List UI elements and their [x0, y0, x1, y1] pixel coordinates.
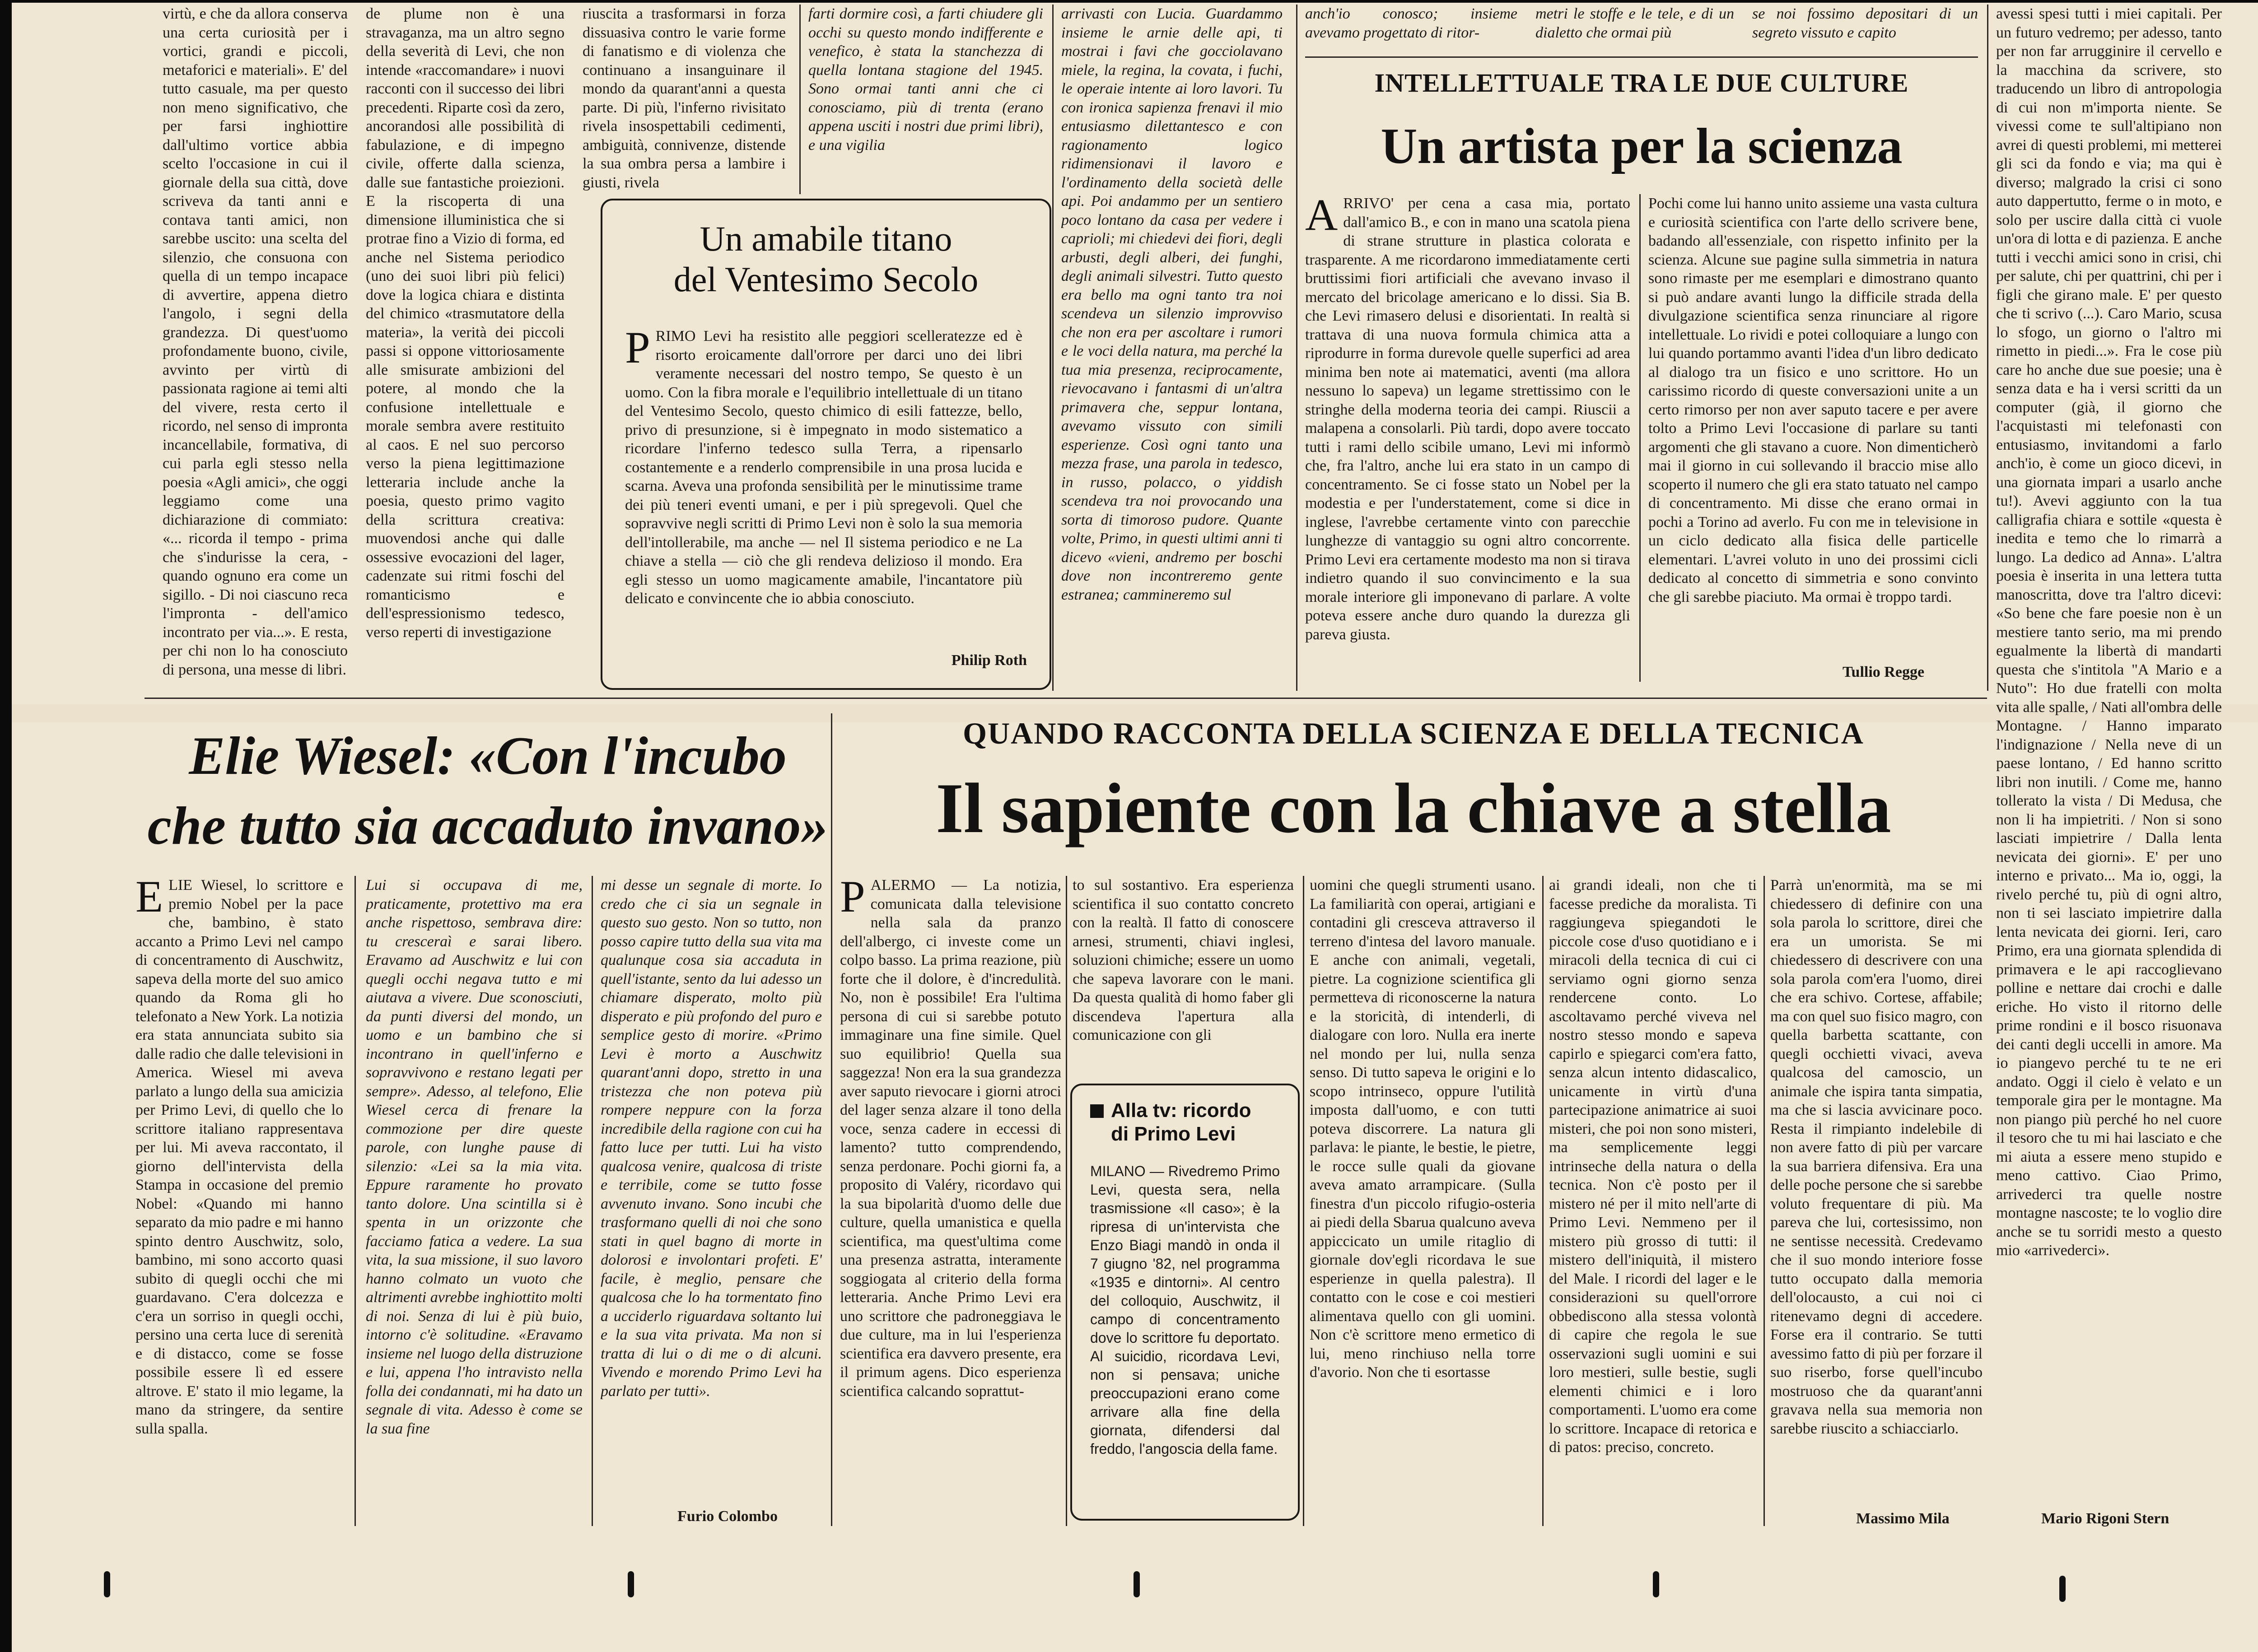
mila-dropcap: P	[840, 876, 865, 921]
article-column-2: de plume non è una stravaganza, ma un altro segno della severità di Levi, che non intende «raccomandare» i nuovi racconti con il successo dei libri precedenti. Riparte così da zero, ancorandosi alle possibilità di fabulazione, e di impegno civile, offerte dalla scienza, dalle sue fantastiche proiezioni. E la riscoperta di una dimensione illuministica che si protrae fino a Vizio di forma, ed anche nel Sistema periodico (uno dei suoi libri più felici) dove la logica chiara e distinta del chimico «trasmutatore della materia», la verità dei piccoli passi si oppone vittoriosamente alle smisurate ambizioni del potere, al mondo che la confusione intellettuale e morale sembra avere restituito al caos. E nel suo percorso verso la piena legittimazione letteraria include anche la poesia, questo primo vagito della scrittura creativa: muovendosi anche qui dalle ossessive evocazioni del lager, cadenzate sui ritmi foschi del romanticismo e dell'espressionismo tedesco, verso reperti di investigazione	[366, 5, 564, 641]
section-rule	[1305, 56, 1978, 58]
wiesel-title-1: Elie Wiesel: «Con l'incubo	[189, 726, 787, 786]
roth-title-2: del Ventesimo Secolo	[673, 260, 979, 299]
wiesel-dropcap: E	[135, 876, 163, 921]
rigoni-signature: Mario Rigoni Stern	[2041, 1510, 2169, 1527]
binding-hole	[1653, 1571, 1659, 1597]
column-rule	[1542, 876, 1544, 1526]
column-rule	[592, 876, 593, 1526]
column-rule	[1296, 5, 1297, 691]
mila-col-2: to sul sostantivo. Era esperienza scientifica il suo contatto concreto con la realtà. Il fatto di conoscere arnesi, strumenti, chiavi inglesi, soluzioni chimiche; essere un uomo che sapeva lavorare con le mani. Da questa qualità di homo faber gli discendeva l'apertura alla comunicazione con gli	[1073, 877, 1294, 1043]
regge-dropcap: A	[1305, 194, 1338, 240]
scan-edge-left	[0, 0, 12, 1652]
column-rule	[1987, 5, 1988, 691]
roth-dropcap: P	[625, 327, 650, 372]
scan-edge-top	[0, 0, 2258, 3]
binding-margin	[0, 1562, 2258, 1652]
mila-col-4: ai grandi ideali, non che ti facesse prediche da moralista. Ti raggiungeva spiegandoti le piccole cose d'uso quotidiano e i miracoli della tecnica di cui ci serviamo ogni giorno senza rendercene conto. Lo ascoltavamo perché viveva nel nostro stesso mondo e sapeva capirlo e spiegarci com'era fatto, senza alcun intento didascalico, unicamente in virtù d'una partecipazione animatrice ai suoi misteri, che poi non sono misteri, ma semplicemente leggi intrinseche della natura o della tecnica. Non c'è posto per il mistero né per il mito nell'arte di Primo Levi. Nemmeno per il mistero più grosso di tutti: il mistero dell'iniquità, il mistero del Male. I ricordi del lager e le considerazioni su quell'orrore obbediscono alla stessa volontà di capire che regola le sue osservazioni sugli uomini e sui loro mestieri, sulle bestie, sugli elementi chimici e i loro comportamenti. L'uomo era come lo scrittore. Incapace di retorica e di patos: preciso, concreto.	[1549, 877, 1757, 1456]
mila-kicker: QUANDO RACCONTA DELLA SCIENZA E DELLA TECNICA	[963, 716, 1864, 750]
wiesel-col-2: Lui si occupava di me, praticamente, protettivo ma era anche rispettoso, sembrava dire: tu cresceraì e sarai libero. Eravamo ad Auschwitz e lui con quegli occhi negava tutto e mi aiutava a vivere. Due sconosciuti, da punti diversi del mondo, un uomo e un bambino che si incontrano in quell'inferno e sopravvivono e restano legati per sempre». Adesso, al telefono, Elie Wiesel cerca di frenare la commozione per dire queste parole, con lunghe pause di silenzio: «Lei sa la mia vita. Eppure raramente ho provato tanto dolore. Una scintilla si è spenta in un orizzonte che facciamo fatica a vedere. La sua vita, la sua missione, il suo lavoro hanno colmato un vuoto che altrimenti avrebbe inghiottito molti di noi. Senza di lui è più buio, intorno c'è solitudine. «Eravamo insieme nel luogo della distruzione e lui, appena l'ho intravisto nella folla dei condannati, mi ha dato un segnale di vita. Adesso è come se la sua fine	[366, 877, 583, 1437]
column-rule	[1066, 876, 1067, 1526]
roth-title-1: Un amabile titano	[700, 219, 952, 258]
tv-box	[1070, 1084, 1300, 1521]
article-column-4: farti dormire così, a farti chiudere gli occhi su questo mondo indifferente e venefico, è stata la stanchezza di quella lontana stagione del 1945. Sono ormai tanti anni che ci conosciamo, più di trenta (erano appena usciti i nostri due primi libri), e una vigilia	[808, 5, 1043, 154]
binding-hole	[104, 1571, 110, 1597]
column-rule	[1052, 5, 1054, 691]
column-rule	[831, 713, 832, 1526]
regge-kicker: INTELLETTUALE TRA LE DUE CULTURE	[1374, 68, 1909, 98]
article-column-3: riuscita a trasformarsi in forza dissuasiva contro le varie forme di fanatismo e di violenza che continuano a insanguinare il mondo da quarant'anni a questa parte. Di più, l'inferno rivisitato rivela insospettabili cedimenti, ambiguità, connivenze, distende la sua ombra persa a lambire i giusti, rivela	[583, 5, 786, 191]
wiesel-col-1: E LIE Wiesel, lo scrittore e premio Nobel per la pace che, bambino, è stato accanto a Primo Levi nel campo di concentramento di Auschwitz, sapeva della morte del suo amico quando da Roma gli ho telefonato a New York. La notizia era stata annunciata subito sia dalle radio che dalle televisioni in America. Wiesel mi aveva parlato a lungo della sua amicizia per Primo Levi, di quello che lo scrittore italiano rappresentava per lui. Mi aveva raccontato, il giorno dell'intervista della Stampa in occasione del premio Nobel: «Quando mi hanno separato da mio padre e mi hanno spinto dentro Auschwitz, solo, bambino, mi sono accorto quasi subito di quegli occhi che mi guardavano. C'era dolcezza e c'era un sorriso in quegli occhi, persino una certa luce di serenità e di distacco, come se fosse possibile essere lì ed essere altrove. E' stato il mio legame, la mano da stringere, da sentire sulla spalla.	[135, 876, 343, 1437]
roth-box	[601, 199, 1051, 690]
section-rule	[145, 698, 1987, 699]
column-rule	[1639, 194, 1641, 682]
mila-signature: Massimo Mila	[1856, 1510, 1950, 1527]
regge-signature: Tullio Regge	[1843, 664, 1925, 680]
binding-hole	[2059, 1576, 2066, 1602]
article-column-8: se noi fossimo depositari di un segreto vissuto e capito	[1752, 5, 1978, 41]
tv-title: Alla tv: ricordo di Primo Levi	[1090, 1099, 1289, 1146]
binding-hole	[628, 1571, 634, 1597]
article-column-5: arrivasti con Lucia. Guardammo insieme le arnie delle api, ti mostrai i favi che gocciolavano miele, la regina, la covata, i fuchi, le operaie intente ai loro lavori. Tu con ironica sapienza frenavi il mio entusiasmo dilettantesco e con ragionamento logico ridimensionavi il lavoro e l'ordinamento della società delle api. Poi andammo per un sentiero poco lontano da casa per vedere i caprioli; mi chiedevi dei fiori, degli arbusti, degli alberi, dei funghi, degli animali silvestri. Tutto questo era bello ma ogni tanto tra noi scendeva un silenzio improvviso che non era per ascoltare i rumori e le voci della natura, ma perché la tua mia presenza, reciprocamente, rievocavano i fantasmi di un'altra primavera che, seppur lontana, avevamo vissuto con simili esperienze. Così ogni tanto una mezza frase, una parola in tedesco, in russo, polacco, o yiddish scendeva tra noi provocando una sorta di timoroso pudore. Quante volte, Primo, in questi ultimi anni ti dicevo «vieni, andremo per boschi dove non incontreremo gente estranea; cammineremo sul	[1061, 5, 1283, 603]
column-rule	[355, 876, 356, 1526]
regge-col-1: A RRIVO' per cena a casa mia, portato dall'amico B., e con in mano una scatola piena di strane strutture in plastica colorata e trasparente. A me ricordarono immediatamente certi bruttissimi fiori artificiali che avevano invaso il mercato del bricolage americano e lo dissi. Sia B. che Levi rimasero delusi e disorientati. In realtà si trattava di una nuova formula chimica atta a riprodurre in forma durevole quelle superfici ad area minima ben note ai matematici, aventi (ma allora nessuno lo sapeva) un legame strettissimo con le stringhe della moderna teoria dei campi. Riuscii a malapena a consolarli. Più tardi, dopo avere toccato tutti i rami dello scibile umano, Levi mi informò che, fra l'altro, anche lui era stato in un campo di concentramento. Se ci fosse stato un Nobel per la modestia e per l'understatement, come si dice in inglese, l'avrebbe certamente vinto con parecchie lunghezze di vantaggio su ogni altro concorrente. Primo Levi era certamente modesto ma non si tirava indietro quando il suo convincimento e la sua morale interiore gli imponevano di parlare. A volte poteva essere anche duro quando la durezza gli pareva giusta.	[1305, 194, 1630, 643]
binding-hole	[1134, 1571, 1140, 1597]
article-column-7: metri le stoffe e le tele, e di un dialetto che ormai più	[1535, 5, 1734, 41]
column-rule	[1303, 876, 1304, 1526]
regge-title: Un artista per la scienza	[1381, 118, 1903, 174]
regge-col-2: Pochi come lui hanno unito assieme una vasta cultura e curiosità scientifica con l'arte dello scrivere bene, badando all'essenziale, con rispetto infinito per la scienza. Alcune sue pagine sulla simmetria in natura sono rimaste per me esemplari e dimostrano quanto si può andare avanti lungo la difficile strada della divulgazione scientifica senza rinunciare al rigore intellettuale. Lo rividi e potei colloquiare a lungo con lui quando portammo avanti l'idea d'un libro dedicato al dialogo tra un fisico e uno scrittore. Ho un carissimo ricordo di queste conversazioni unite a un certo rimorso per non aver saputo tacere e per avere tolto a Primo Levi l'occasione di parlare su tanti argomenti che gli stavano a cuore. Non dimenticherò mai il giorno in cui sollevando il braccio mise allo scoperto il numero che gli era stato tatuato nel campo di concentramento. Mi disse che erano ormai in pochi a Torino ad averlo. Fu con me in televisione in un ciclo dedicato alla fisica delle particelle elementari. L'avrei voluto in uno dei prossimi cicli dedicato al concetto di simmetria e sono convinto che gli sarebbe piaciuto. Ma ormai è troppo tardi.	[1648, 195, 1978, 605]
article-column-6: anch'io conosco; insieme avevamo progettato di ritor-	[1305, 5, 1517, 41]
article-column-9: avessi spesi tutti i miei capitali. Per un futuro vedremo; per adesso, tanto per non far arrugginire il cervello e la macchina da scrivere, sto traducendo un libro di antropologia di cui non m'importa niente. Se vivessi come te sull'altipiano non avrei di questi problemi, mi metterei gli sci da fondo e via; ma qui è diverso; malgrado la crisi ci sono auto dappertutto, ferme o in moto, e solo per uscire dalla città ci vuole un'ora di lotta e di pazienza. E anche tutti i vecchi amici sono in crisi, chi per salute, chi per quattrini, chi per i figli che girano male. E' per questo che ti scrivo (...). Caro Mario, scusa lo sfogo, un giorno o l'altro mi rimetto in piedi...». Fra le cose più care ho anche due sue poesie; una è senza data e ha i versi scritti da un computer (già, il giorno che l'acquistasti mi telefonasti con entusiasmo, invitandomi a farlo anch'io, è come un gioco dicevi, in una giornata impari a usarlo anche tu!). Avevi aggiunto con la tua calligrafia chiara e sottile «questa è inedita e temo che lo rimarrà a lungo. La dedico ad Anna». L'altra poesia è inserita in una lettera tutta manoscritta, dove tra l'altro dicevi: «So bene che fare poesie non è un mestiere tanto serio, ma mi prendo egualmente la libertà di mandarti questa che s'intitola "A Mario e a Nuto": Ho due fratelli con molta vita alle spalle, / Nati all'ombra delle Montagne. / Hanno imparato l'indignazione / Nella neve di un paese lontano, / Ed hanno scritto libri non inutili. / Come me, hanno tollerato la vista / Di Medusa, che non li ha impietriti. / Non si sono lasciati impietrire / Dalla lenta nevicata dei giorni». E' per uno interno e privato... Ma io, oggi, la rivelo perché tu, più di ogni altro, non ti sei lasciato impietrire dalla lenta nevicata dei giorni. Ieri, caro Primo, era una giornata splendida di primavera e le api raccoglievano polline e nettare dai crochi e dalle eriche. Ho visto il ritorno delle prime rondini e il bosco risuonava dei canti degli uccelli in amore. Ma io piangevo perché tu te ne eri andato. Oggi il cielo è velato e un temporale gira per le montagne. Ma non piango più perché ho nel cuore il tesoro che tu mi hai lasciato e che mi aiuta a essere meno stupido e meno cattivo. Ciao Primo, arrivederci tra quelle nostre montagne nascoste; te lo voglio dire anche se tu sorridi mesto a questo mio «arrivederci».	[1996, 5, 2222, 1259]
roth-signature: Philip Roth	[951, 652, 1027, 669]
mila-col-1: P ALERMO — La notizia, comunicata dalla televisione nella sala da pranzo dell'albergo, ci investe come un colpo basso. La prima reazione, più forte che il dolore, è d'incredulità. No, non è possibile! Era l'ultima persona di cui si sarebbe potuto immaginare una fine simile. Quel suo equilibrio! Quella sua saggezza! Non era la sua grandezza aver saputo rievocare i giorni atroci del lager senza alzare il tono della voce, senza cadere in eccessi di lamento? tutto comprendendo, senza perdonare. Pochi giorni fa, a proposito di Valéry, ricordavo qui la sua bipolarità d'uomo delle due culture, quella umanistica e quella scientifica, ma quest'ultima come una presenza astratta, interamente soggiogata al criterio della forma letteraria. Anche Primo Levi era uno scrittore che padroneggiava le due culture, ma in lui l'esperienza scientifica era davvero presente, era il primum agens. Dico esperienza scientifica calcando soprattut-	[840, 876, 1061, 1400]
roth-body: P RIMO Levi ha resistito alle peggiori scelleratezze ed è risorto eroicamente dall'orrore per darci uno dei libri veramente necessari del nostro tempo, Se questo è un uomo. Con la fibra morale e l'equilibrio intellettuale di un titano del Ventesimo Secolo, questo chimico di esili fattezze, bello, privo di presunzione, si è impegnato in modo sistematico a ricordare l'inferno tedesco sulla Terra, a ripensarlo costantemente e a renderlo comprensibile in una prosa lucida e scarna. Aveva una profonda sensibilità per le minutissime trame dei più teneri eventi umani, e per i più spregevoli. Quel che sopravvive negli scritti di Primo Levi non è solo la sua memoria dell'intollerabile, ma anche — nel Il sistema periodico e ne La chiave a stella — ciò che gli rendeva delizioso il mondo. Era egli stesso un uomo magicamente amabile, l'incantatore più delicato e convincente che io abbia conosciuto.	[625, 327, 1022, 607]
column-rule	[799, 5, 801, 194]
mila-col-5: Parrà un'enormità, ma se mi chiedessero di definire con una sola parola lo scrittore, direi che era un umorista. Se mi chiedessero di descrivere con una sola parola com'era l'uomo, direi che era schivo. Cortese, affabile; ma con quel suo fisico magro, con quella barbetta scattante, con quegli occhietti vivaci, aveva qualcosa del camoscio, un animale che ispira tanta simpatia, ma che si lascia avvicinare poco. Resta il rimpianto indelebile di non avere fatto di più per varcare la sua barriera difensiva. Era una delle poche persone che si sarebbe voluto frequentare di più. Ma pareva che lui, cortesissimo, non ne sentisse necessità. Credevamo che il suo mondo interiore fosse tutto occupato dalla memoria dell'olocausto, a cui noi ci ritenevamo degni di accedere. Forse era il contrario. Se tutti avessimo fatto di più per forzare il suo riserbo, forse quell'incubo mostruoso che da quarant'anni gravava nella sua memoria non sarebbe riuscito a schiacciarlo.	[1770, 877, 1983, 1437]
wiesel-signature: Furio Colombo	[677, 1508, 778, 1525]
mila-col-3: uomini che quegli strumenti usano. La familiarità con operai, artigiani e contadini gli cresceva attraverso il terreno d'intesa del lavoro manuale. E anche con animali, vegetali, pietre. La cognizione scientifica gli permetteva di riconoscerne la natura e la storicità, di intenderli, di dialogare con loro. Nulla era inerte nel mondo per lui, nulla senza senso. Di tutto sapeva le origini e lo scopo intrinseco, oppure l'utilità imposta dall'uomo, e con tutti poteva discorrere. La natura gli parlava: le piante, le bestie, le pietre, le rocce sulle quali da giovane aveva amato arrampicare. (Sulla finestra d'un piccolo rifugio-osteria ai piedi della Sbarua qualcuno aveva appiccicato un umile ritaglio di giornale dov'egli ricordava le sue esperienze in quella palestra). Il contatto con le cose e coi mestieri alimentava quello con gli uomini. Non c'è scrittore meno ermetico di lui, meno rinchiuso nella torre d'avorio. Non che ti esortasse	[1310, 877, 1535, 1381]
column-rule	[1763, 876, 1765, 1526]
bullet-square-icon	[1090, 1104, 1104, 1118]
mila-title: Il sapiente con la chiave a stella	[936, 769, 1891, 848]
wiesel-col-3: mi desse un segnale di morte. Io credo che ci sia un segnale in questo suo gesto. Non so tutto, non posso capire tutto della sua vita ma qualunque cosa sia accaduta in quell'istante, sento da lui adesso un chiamare disperato, molto più disperato e più profondo del puro e semplice gesto di morire. «Primo Levi è morto a Auschwitz quarant'anni dopo, stretto in una tristezza che non poteva più rompere neppure con la forza incredibile della ragione con cui ha fatto luce per tutti. Lui ha visto qualcosa venire, qualcosa di triste e terribile, come se tutto fosse avvenuto invano. Sono incubi che trasformano quelli di noi che sono stati in quel bagno di morte in dolorosi e involontari profeti. E' facile, è meglio, pensare che qualcosa che lo ha tormentato fino a ucciderlo riguardava soltanto lui e la sua vita privata. Ma non si tratta di lui o di me o di alcuni. Vivendo e morendo Primo Levi ha parlato per tutti».	[601, 877, 822, 1400]
wiesel-title-2: che tutto sia accaduto invano»	[147, 796, 828, 856]
tv-body: MILANO — Rivedremo Primo Levi, questa sera, nella trasmissione «Il caso»; è la ripresa di un'intervista che Enzo Biagi mandò in onda il 7 giugno '82, nel programma «1935 e dintorni». Al centro del colloquio, Auschwitz, il campo di concentramento dove lo scrittore fu deportato. Al suicidio, ricordava Levi, non si pensava; uniche preoccupazioni erano come arrivare alla fine della giornata, difendersi dal freddo, l'angoscia della fame.	[1090, 1163, 1280, 1457]
article-column-1: virtù, e che da allora conserva una certa curiosità per i vortici, grandi e piccoli, metaforici e materiali». E' del tutto casuale, ma per questo non meno significativo, che per farsi inghiottire dall'ultimo vortice abbia scelto l'occasione in cui il giornale della sua città, dove scriveva da tanti anni e contava tanti amici, non sarebbe uscito: una scelta del silenzio, che consuona con quella di un tempo incapace di avvertire, appena dietro l'angolo, i segni della grandezza. Di quest'uomo profondamente buono, civile, avvinto per virtù di passionata ragione ai temi alti del vivere, resta certo il ricordo, nel senso di impronta incancellabile, formativa, di cui parla egli stesso nella poesia «Agli amici», che oggi leggiamo come una dichiarazione di commiato: «... ricorda il tempo - prima che s'indurisse la cera, - quando ognuno era come un sigillo. - Di noi ciascuno reca l'impronta - dell'amico incontrato per via...». E resta, per chi non lo ha conosciuto di persona, una messe di libri.	[163, 5, 348, 678]
